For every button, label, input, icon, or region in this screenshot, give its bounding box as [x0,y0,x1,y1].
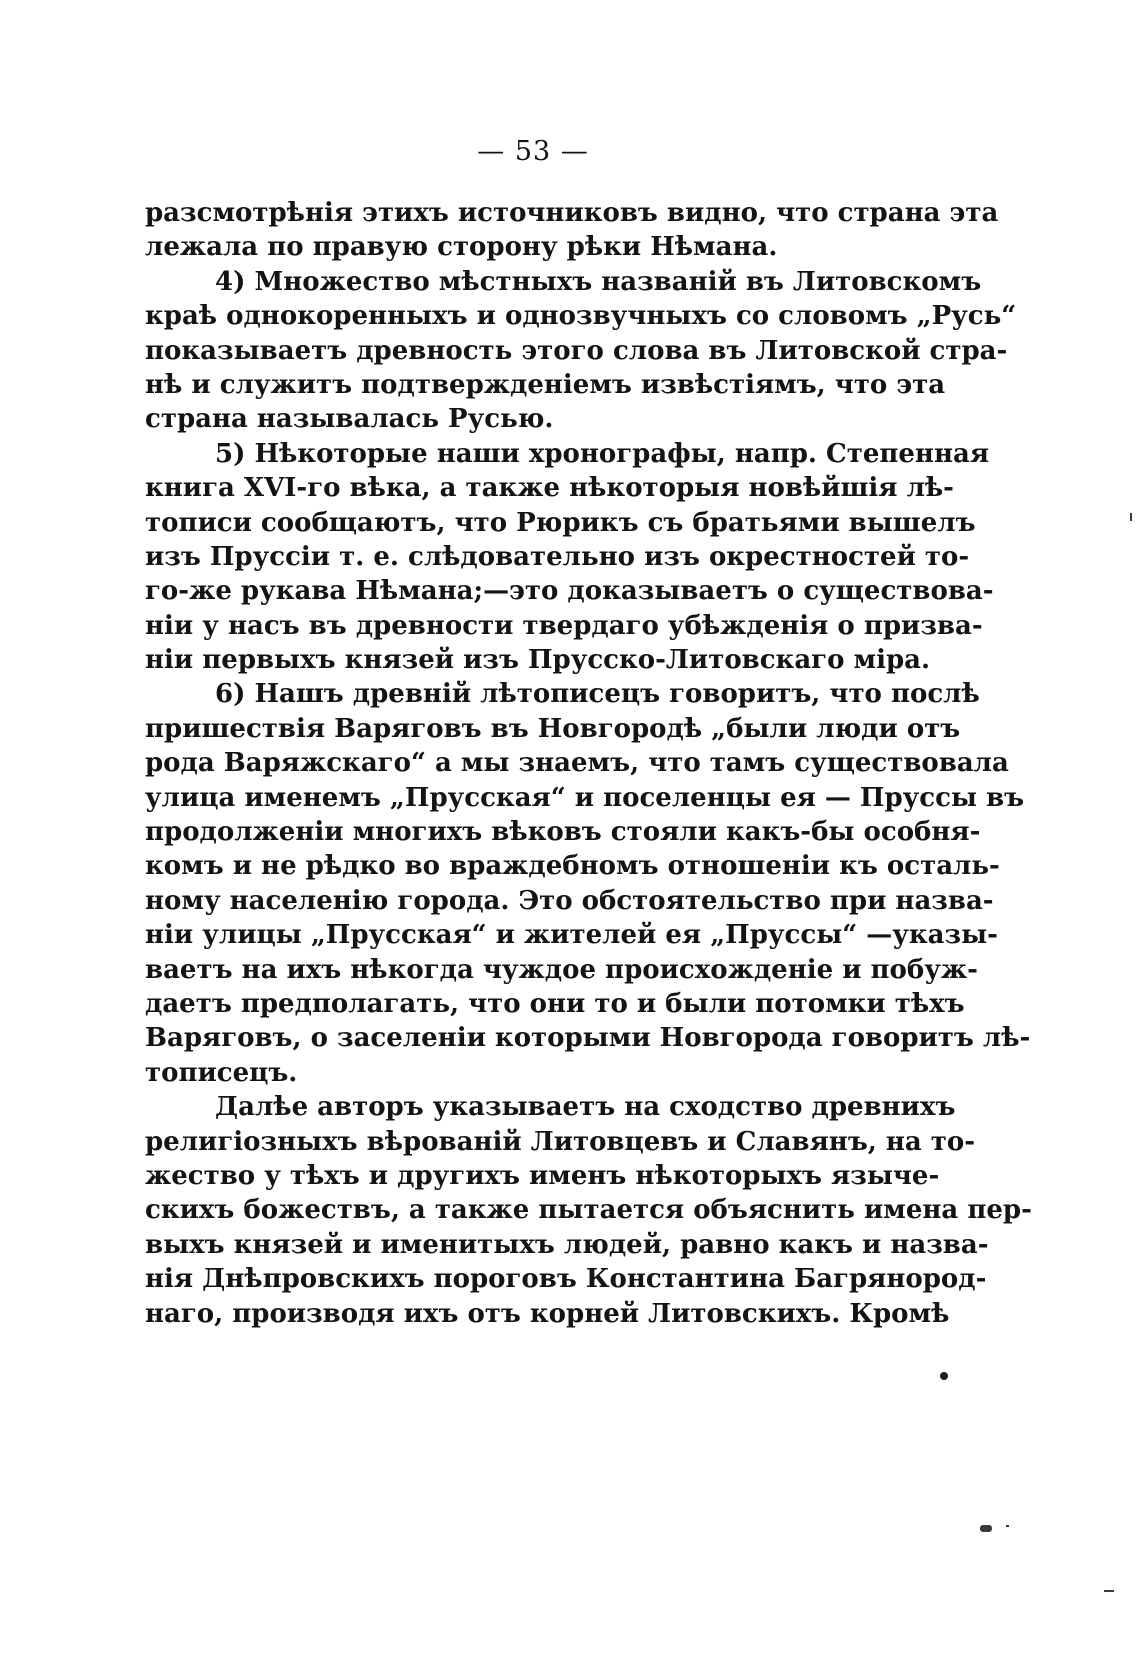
text-line: 4) Множество мѣстныхъ названій въ Литовскомъ [215,266,982,297]
text-line: пришествія Варяговъ въ Новгородѣ „были люди отъ [145,713,961,744]
text-line: улица именемъ „Прусская“ и поселенцы ея — Пруссы въ [145,782,1025,813]
text-line: 6) Нашъ древній лѣтописецъ говоритъ, что послѣ [215,679,980,710]
text-line: религіозныхъ вѣрованій Литовцевъ и Славянъ, на то- [145,1126,976,1157]
text-line: краѣ однокоренныхъ и однозвучныхъ со словомъ „Русь“ [145,301,1017,332]
text-line: наго, производя ихъ отъ корней Литовскихъ. Кромѣ [145,1298,950,1329]
text-line: разсмотрѣнія этихъ источниковъ видно, что страна эта [145,198,999,228]
text-line: ніи улицы „Прусская“ и жителей ея „Пруссы“ —указы- [145,920,998,951]
text-line: 5) Нѣкоторые наши хронографы, напр. Степенная [215,438,990,469]
body-text [145,196,1032,1331]
text-line: нѣ и служитъ подтвержденіемъ извѣстіямъ, что эта [145,369,946,400]
text-line: комъ и не рѣдко во враждебномъ отношеніи къ осталь- [145,851,1000,882]
text-line: жество у тѣхъ и другихъ именъ нѣкоторыхъ языче- [145,1160,940,1191]
ink-speck-mark [1006,1525,1009,1527]
text-line: нія Днѣпровскихъ пороговъ Константина Багрянород- [145,1264,987,1295]
text-line: показываетъ древность этого слова въ Литовской стра- [145,335,1008,366]
text-line: лежала по правую сторону рѣки Нѣмана. [145,232,778,263]
ink-speck-mark [980,1525,992,1532]
text-line: продолженіи многихъ вѣковъ стояли какъ-бы особня- [145,817,981,848]
text-line: тописецъ. [145,1057,298,1088]
ink-speck-mark [1130,513,1132,521]
text-line: ніи у насъ въ древности твердаго убѣжденія о призва- [145,610,983,641]
text-line: го-же рукава Нѣмана;—это доказываетъ о существова- [145,576,994,607]
ink-dot-mark [940,1372,948,1380]
text-line: Далѣе авторъ указываетъ на сходство древнихъ [215,1092,956,1123]
text-line: тописи сообщаютъ, что Рюрикъ съ братьями вышелъ [145,507,976,538]
text-line: рода Варяжскаго“ а мы знаемъ, что тамъ существовала [145,748,1009,779]
text-line: изъ Пруссіи т. е. слѣдовательно изъ окрестностей то- [145,541,970,572]
text-line: ному населенію города. Это обстоятельство при назва- [145,885,994,916]
page-number: — 53 — [477,136,589,167]
text-line: ніи первыхъ князей изъ Прусско-Литовскаго міра. [145,645,931,676]
text-line: Варяговъ, о заселеніи которыми Новгорода говоритъ лѣ- [145,1023,1031,1054]
text-line: выхъ князей и именитыхъ людей, равно какъ и назва- [145,1229,989,1260]
text-line: даетъ предполагать, что они то и были потомки тѣхъ [145,988,965,1019]
ink-speck-mark [1104,1590,1114,1592]
text-line: книга XVI-го вѣка, а также нѣкоторыя новѣйшія лѣ- [145,473,954,504]
text-line: скихъ божествъ, а также пытается объяснить имена пер- [145,1195,1032,1226]
text-line: ваетъ на ихъ нѣкогда чуждое происхожденіе и побуж- [145,954,978,985]
text-line: страна называлась Русью. [145,404,554,435]
